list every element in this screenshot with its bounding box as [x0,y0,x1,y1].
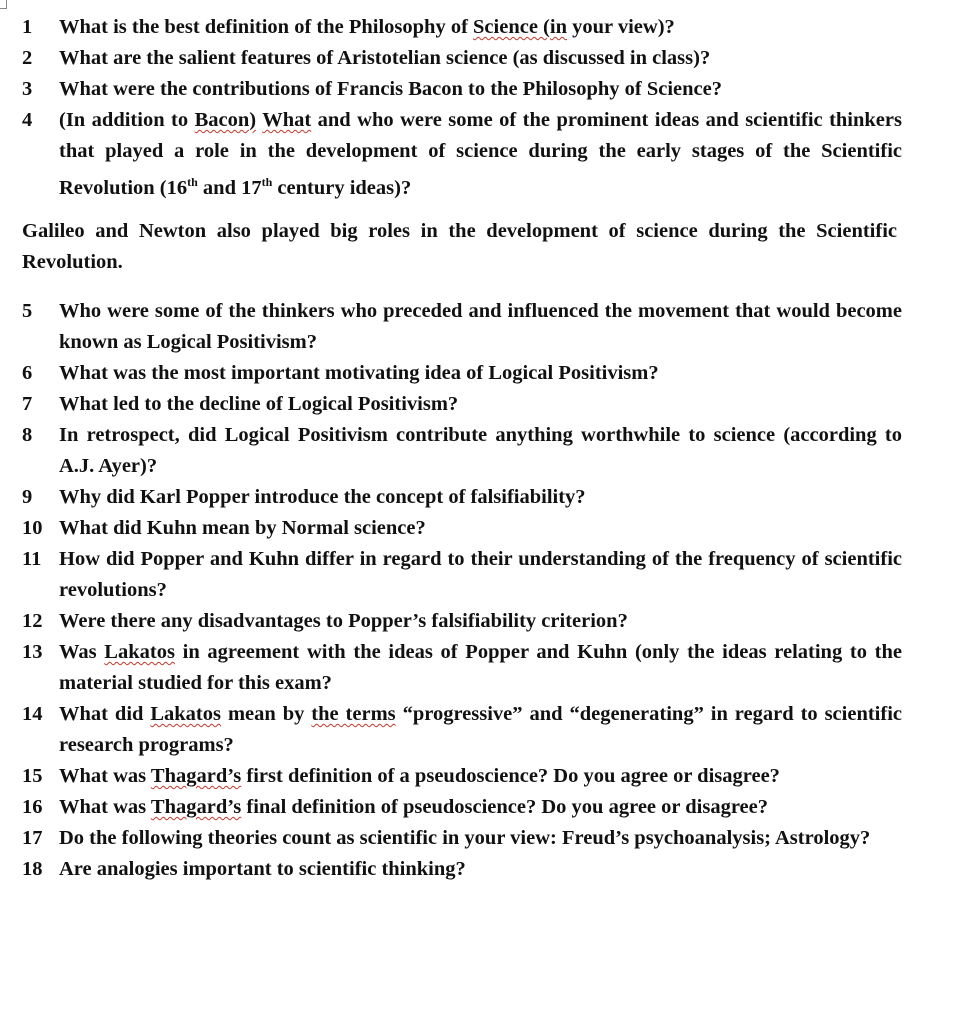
question-text [59,858,466,880]
question-number: 5 [22,300,33,322]
question-number: 2 [22,47,33,69]
question-text [59,796,768,818]
question-text-segment: In retrospect, did Logical Positivism contribute anything worthwhile to science (according to A.J. Ayer)? [59,424,902,477]
question-text [59,641,902,694]
question-number: 8 [22,424,33,446]
question-number: 4 [22,109,33,131]
spellcheck-flagged-word: Bacon) [194,109,257,131]
question-item [22,296,902,358]
question-text [59,548,902,601]
question-text-segment: in agreement with the ideas of Popper and Kuhn (only the ideas relating to the material studied for this exam? [59,641,902,694]
question-text [59,517,426,539]
question-item [22,74,902,105]
question-text-segment: What are the salient features of Aristotelian science (as discussed in class)? [59,47,711,69]
question-item [22,12,902,43]
question-text [59,300,902,353]
question-item [22,420,902,482]
question-number: 9 [22,486,33,508]
question-text [59,109,902,199]
question-text [59,47,710,69]
question-text [59,765,780,787]
question-item [22,761,902,792]
question-text-segment: “progressive” and “degenerating” in regard to scientific research programs? [59,703,902,756]
question-text [59,393,458,415]
question-item [22,606,902,637]
question-text-segment: Were there any disadvantages to Popper’s falsifiability criterion? [59,610,628,632]
question-item [22,389,902,420]
question-number: 16 [22,796,43,818]
spellcheck-flagged-word: the terms [311,703,396,725]
question-text-segment: What was the most important motivating idea of Logical Positivism? [59,362,659,384]
question-text-segment: What was [59,796,151,818]
question-text [59,362,659,384]
question-text [59,16,675,38]
question-text-segment: your view)? [566,16,675,38]
question-text-segment: Are analogies important to scientific thinking? [59,858,466,880]
question-number: 1 [22,16,33,38]
spellcheck-flagged-word: Thagard’s [150,765,242,787]
spellcheck-flagged-word: Lakatos [150,703,221,725]
question-item [22,358,902,389]
question-item [22,544,902,606]
question-text [59,486,586,508]
question-item [22,823,902,854]
question-text-segment: century ideas)? [272,176,412,199]
question-text-segment: first definition of a pseudoscience? Do you agree or disagree? [241,765,780,787]
question-list-part1 [22,12,902,204]
question-text [59,703,902,756]
spellcheck-flagged-word: What [262,109,312,131]
question-text-segment: What led to the decline of Logical Positivism? [59,393,459,415]
question-text-segment: th [187,175,198,189]
question-text-segment: Why did Karl Popper introduce the concept of falsifiability? [59,486,586,508]
question-text-segment: What is the best definition of the Philosophy of [59,16,474,38]
question-text-segment: th [261,175,273,189]
question-text-segment: What did Kuhn mean by Normal science? [59,517,426,539]
question-item [22,513,902,544]
question-number: 7 [22,393,33,415]
question-text-segment: Was [59,641,105,663]
question-list-part2 [22,296,902,885]
question-item [22,105,902,204]
spellcheck-flagged-word: Lakatos [104,641,175,663]
question-text-segment: Do the following theories count as scientific in your view: Freud’s psychoanalysis; Astrology? [59,827,871,849]
spellcheck-flagged-word: Thagard’s [150,796,242,818]
question-text-segment: What was [59,765,151,787]
question-text-segment: (In addition to [59,109,195,131]
question-text-segment: and who were some of the prominent ideas and scientific thinkers that played a role in the development of science during the early stages of the Scientific Revolution (16 [59,109,902,199]
question-text [59,610,628,632]
question-number: 3 [22,78,33,100]
question-text [59,827,870,849]
question-item [22,43,902,74]
question-text-segment: final definition of pseudoscience? Do you agree or disagree? [241,796,768,818]
question-text-segment: What were the contributions of Francis Bacon to the Philosophy of Science? [59,78,722,100]
question-item [22,637,902,699]
question-number: 12 [22,610,43,632]
question-item [22,854,902,885]
page-corner-mark [0,0,7,9]
question-number: 10 [22,517,43,539]
question-text [59,78,722,100]
question-number: 14 [22,703,43,725]
question-item [22,482,902,513]
question-text-segment: and 17 [197,176,262,199]
intro-paragraph: Galileo and Newton also played big roles in the development of science during the Scientific Revolution. [22,220,897,273]
question-text-segment: What did [59,703,151,725]
question-number: 13 [22,641,43,663]
question-text-segment: How did Popper and Kuhn differ in regard to their understanding of the frequency of scientific revolutions? [59,548,902,601]
question-text [59,424,902,477]
spellcheck-flagged-word: Science (in [473,16,567,38]
question-item [22,792,902,823]
question-number: 18 [22,858,43,880]
question-number: 6 [22,362,33,384]
question-number: 11 [22,548,42,570]
question-number: 15 [22,765,43,787]
question-text-segment: mean by [221,703,312,725]
question-number: 17 [22,827,43,849]
question-text-segment: Who were some of the thinkers who preceded and influenced the movement that would become known as Logical Positivism? [59,300,902,353]
question-item [22,699,902,761]
